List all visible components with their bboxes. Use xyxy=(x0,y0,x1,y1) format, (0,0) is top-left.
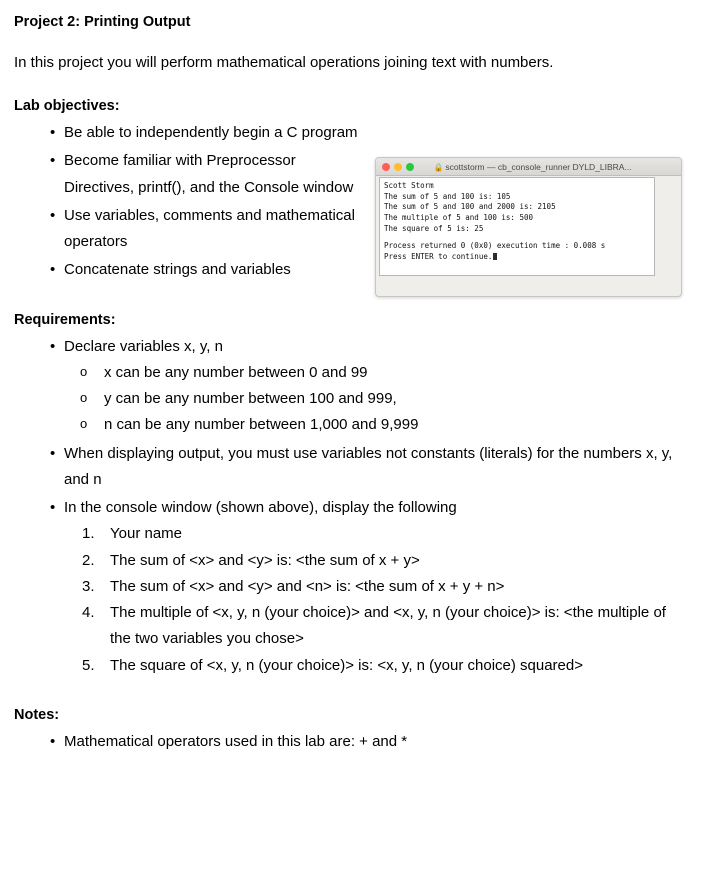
minimize-button-icon[interactable] xyxy=(394,163,402,171)
console-line: The sum of 5 and 100 and 2000 is: 2105 xyxy=(384,202,556,212)
list-item: The multiple of <x, y, n (your choice)> and <x, y, n (your choice)> is: <the multiple of the two variables you chose> xyxy=(110,604,666,648)
console-prompt-line xyxy=(384,252,650,263)
notes-heading: Notes: xyxy=(14,706,60,723)
console-output-area xyxy=(379,177,655,276)
list-item xyxy=(14,495,674,679)
notes-list xyxy=(14,729,674,755)
list-item: o x can be any number between 0 and 99 xyxy=(64,360,674,386)
list-item: o y can be any number between 100 and 999, xyxy=(64,386,674,412)
close-button-icon[interactable] xyxy=(382,163,390,171)
zoom-button-icon[interactable] xyxy=(406,163,414,171)
list-item: • Be able to independently begin a C program xyxy=(14,120,364,146)
list-item: o n can be any number between 1,000 and 9,999 xyxy=(64,412,674,438)
intro-paragraph: In this project you will perform mathematical operations joining text with numbers. xyxy=(14,53,554,71)
list-item: • When displaying output, you must use variables not constants (literals) for the numbers x, y, and n xyxy=(14,441,674,494)
lock-icon: 🔒 xyxy=(433,162,444,172)
requirement-subitems xyxy=(64,360,674,439)
console-titlebar xyxy=(376,158,681,176)
console-line: Scott Storm xyxy=(384,181,434,190)
page-title: Project 2: Printing Output xyxy=(14,14,191,30)
requirements-heading: Requirements: xyxy=(14,311,116,328)
list-item: • Become familiar with Preprocessor Directives, printf(), and the Console window xyxy=(14,148,364,201)
document-body xyxy=(14,13,674,757)
text-cursor-icon xyxy=(493,253,497,260)
console-output-steps xyxy=(64,521,674,679)
requirements-list xyxy=(14,334,674,679)
list-item: The square of <x, y, n (your choice)> is: <x, y, n (your choice) squared> xyxy=(110,656,583,674)
console-title-text: scottstorm — cb_console_runner DYLD_LIBRA... xyxy=(445,161,632,172)
requirement-text: In the console window (shown above), display the following xyxy=(64,499,457,517)
console-window-title xyxy=(414,162,675,172)
window-controls xyxy=(382,163,414,171)
list-item: The sum of <x> and <y> and <n> is: <the sum of x + y + n> xyxy=(110,577,505,595)
list-item: • Mathematical operators used in this lab are: + and * xyxy=(14,729,674,755)
console-prompt-text: Press ENTER to continue. xyxy=(384,251,493,261)
console-status-line: Process returned 0 (0x0) execution time : 0.008 s xyxy=(384,241,606,251)
list-item xyxy=(14,334,674,439)
list-item: • Concatenate strings and variables xyxy=(14,257,364,283)
lab-objectives-heading: Lab objectives: xyxy=(14,98,120,115)
requirement-text: Declare variables x, y, n xyxy=(64,337,223,355)
console-blank-line xyxy=(384,234,650,241)
list-item: The sum of <x> and <y> is: <the sum of x + y> xyxy=(110,551,420,569)
console-line: The square of 5 is: 25 xyxy=(384,223,484,233)
list-item: Your name xyxy=(110,525,182,543)
console-line: The sum of 5 and 100 is: 105 xyxy=(384,191,511,201)
list-item: • Use variables, comments and mathematical operators xyxy=(14,203,364,256)
console-line: The multiple of 5 and 100 is: 500 xyxy=(384,212,534,222)
console-window-screenshot xyxy=(375,157,682,297)
